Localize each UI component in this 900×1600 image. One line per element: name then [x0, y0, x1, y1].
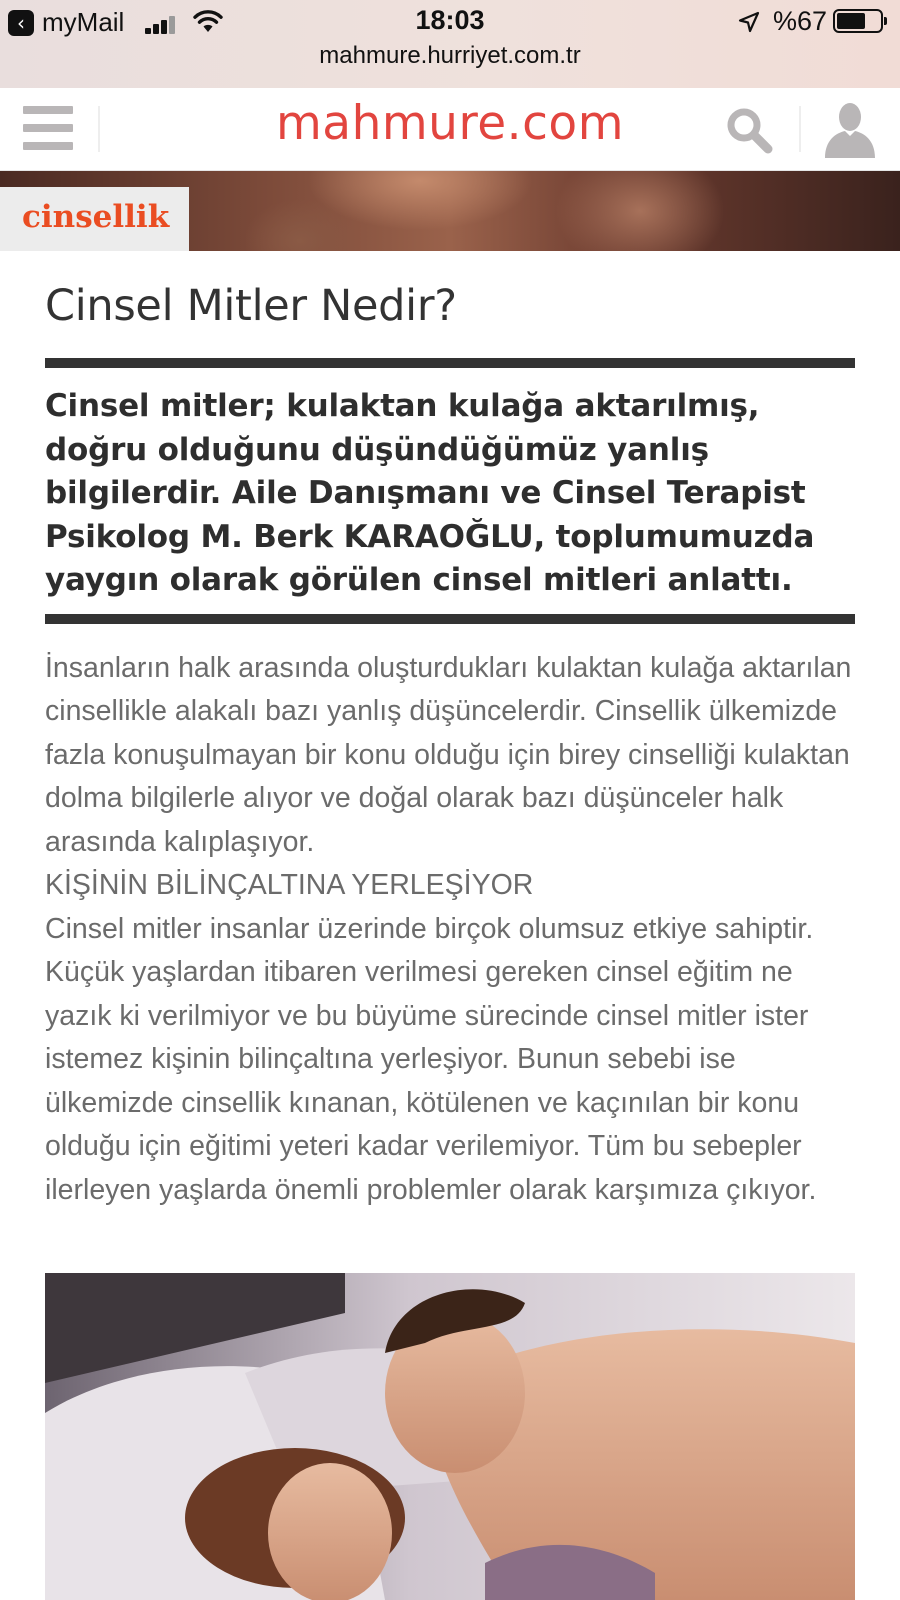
- article-body: [45, 647, 855, 1213]
- url-bar[interactable]: mahmure.hurriyet.com.tr: [319, 42, 581, 69]
- lead-divider-bottom: [45, 614, 855, 624]
- location-arrow-icon: [737, 10, 761, 34]
- site-logo[interactable]: mahmure.com: [276, 96, 624, 151]
- site-header: [0, 88, 900, 171]
- battery-icon: [833, 9, 883, 33]
- article-paragraph: İnsanların halk arasında oluşturdukları kulaktan kulağa aktarılan cinsellikle alakalı bazı yanlış düşüncelerdir. Cinsellik ülkemizde fazla konuşulmayan bir konu olduğu için birey cinselliği kulaktan dolma bilgilerle alıyor ve doğal olarak bazı düşünceler halk arasında kalıplaşıyor.: [45, 651, 852, 858]
- back-to-app-icon[interactable]: ‹: [8, 10, 34, 36]
- article-lead: Cinsel mitler; kulaktan kulağa aktarılmış, doğru olduğunu düşündüğümüz yanlış bilgilerdir. Aile Danışmanı ve Cinsel Terapist Psikolog M. Berk KARAOĞLU, toplumumuzda yaygın olarak görülen cinsel mitleri anlattı.: [45, 388, 815, 598]
- header-divider-right: [799, 106, 801, 152]
- category-banner: [0, 171, 900, 251]
- user-icon[interactable]: [822, 100, 878, 158]
- article-paragraph: Cinsel mitler insanlar üzerinde birçok olumsuz etkiye sahiptir. Küçük yaşlardan itibaren verilmesi gereken cinsel eğitim ne yazık ki verilmiyor ve bu büyüme sürecinde cinsel mitler ister istemez kişinin bilinçaltına yerleşiyor. Bunun sebebi ise ülkemizde cinsellik kınanan, kötülenen ve kaçınılan bir konu olduğu için eğitimi yeteri kadar verilemiyor. Tüm bu sebepler ilerleyen yaşlarda önemli problemler olarak karşımıza çıkıyor.: [45, 912, 817, 1206]
- category-tag[interactable]: cinsellik: [0, 187, 189, 251]
- article-image-art: [45, 1273, 855, 1600]
- battery-percentage: %67: [773, 6, 828, 36]
- status-bar: [0, 0, 900, 88]
- lead-divider-top: [45, 358, 855, 368]
- search-icon[interactable]: [725, 106, 775, 156]
- article: [45, 251, 855, 1212]
- clock: 18:03: [415, 5, 485, 35]
- back-app-label[interactable]: myMail: [42, 7, 125, 37]
- article-title: Cinsel Mitler Nedir?: [45, 281, 457, 331]
- article-image: [45, 1273, 855, 1600]
- article-subheading: KİŞİNİN BİLİNÇALTINA YERLEŞİYOR: [45, 869, 534, 901]
